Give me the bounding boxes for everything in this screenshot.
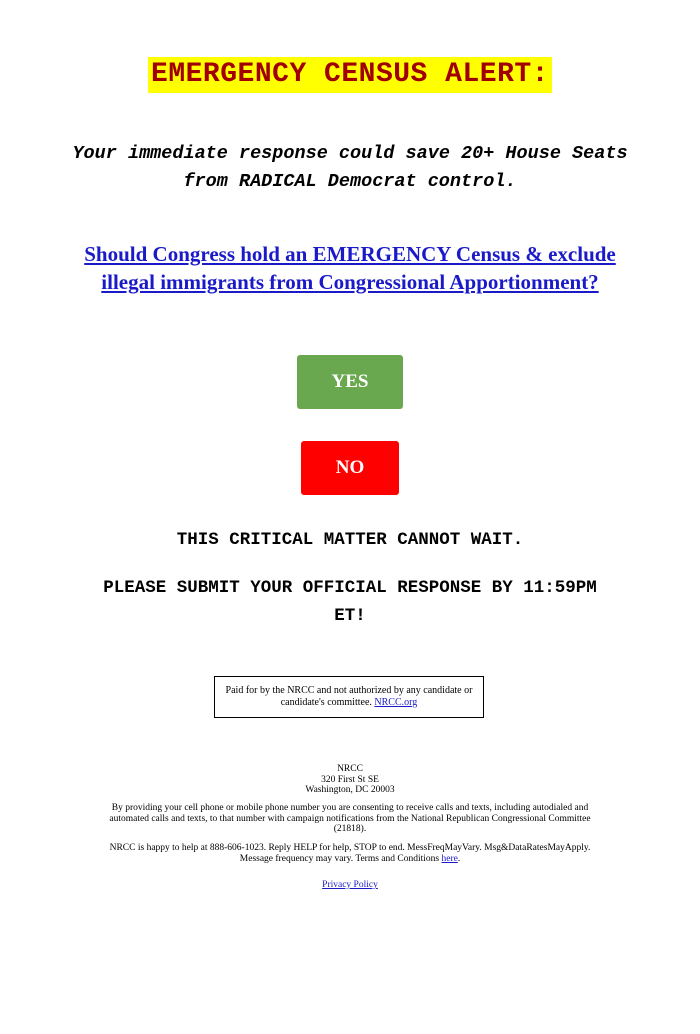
- submit-deadline-notice: PLEASE SUBMIT YOUR OFFICIAL RESPONSE BY 11:59PM ET!: [103, 578, 597, 626]
- alert-title: EMERGENCY CENSUS ALERT:: [148, 57, 552, 93]
- nrcc-org-link[interactable]: NRCC.org: [374, 697, 418, 708]
- survey-question: [70, 240, 630, 296]
- footer-help-text: NRCC is happy to help at 888-606-1023. Reply HELP for help, STOP to end. MessFreqMayVary. Msg&DataRatesMayApply. Message frequency may vary. Terms and Conditions: [109, 843, 591, 864]
- footer-address: [95, 764, 605, 796]
- terms-link[interactable]: here: [441, 853, 458, 864]
- footer-help: [95, 843, 605, 864]
- footer-street: 320 First St SE: [321, 774, 379, 785]
- footer-org: NRCC: [337, 764, 363, 774]
- no-button[interactable]: NO: [301, 441, 399, 495]
- survey-question-link[interactable]: Should Congress hold an EMERGENCY Census & exclude illegal immigrants from Congressional Apportionment?: [84, 242, 616, 294]
- alert-banner: [0, 57, 700, 93]
- yes-button[interactable]: YES: [297, 355, 403, 409]
- footer-consent: By providing your cell phone or mobile phone number you are consenting to receive calls and texts, including autodialed and automated calls and texts, to that number with campaign notifications from the National Republican Congressional Committee (21818).: [109, 803, 591, 834]
- footer-help-period: .: [457, 853, 461, 864]
- paid-for-disclaimer: [214, 676, 484, 718]
- footer-privacy: [95, 880, 605, 891]
- critical-notice: THIS CRITICAL MATTER CANNOT WAIT.: [176, 530, 524, 550]
- footer-city: Washington, DC 20003: [305, 785, 395, 795]
- subheadline: Your immediate response could save 20+ House Seats from RADICAL Democrat control.: [72, 143, 628, 192]
- privacy-policy-link[interactable]: Privacy Policy: [322, 880, 378, 890]
- paid-for-text: Paid for by the NRCC and not authorized by any candidate or candidate's committee.: [225, 685, 473, 708]
